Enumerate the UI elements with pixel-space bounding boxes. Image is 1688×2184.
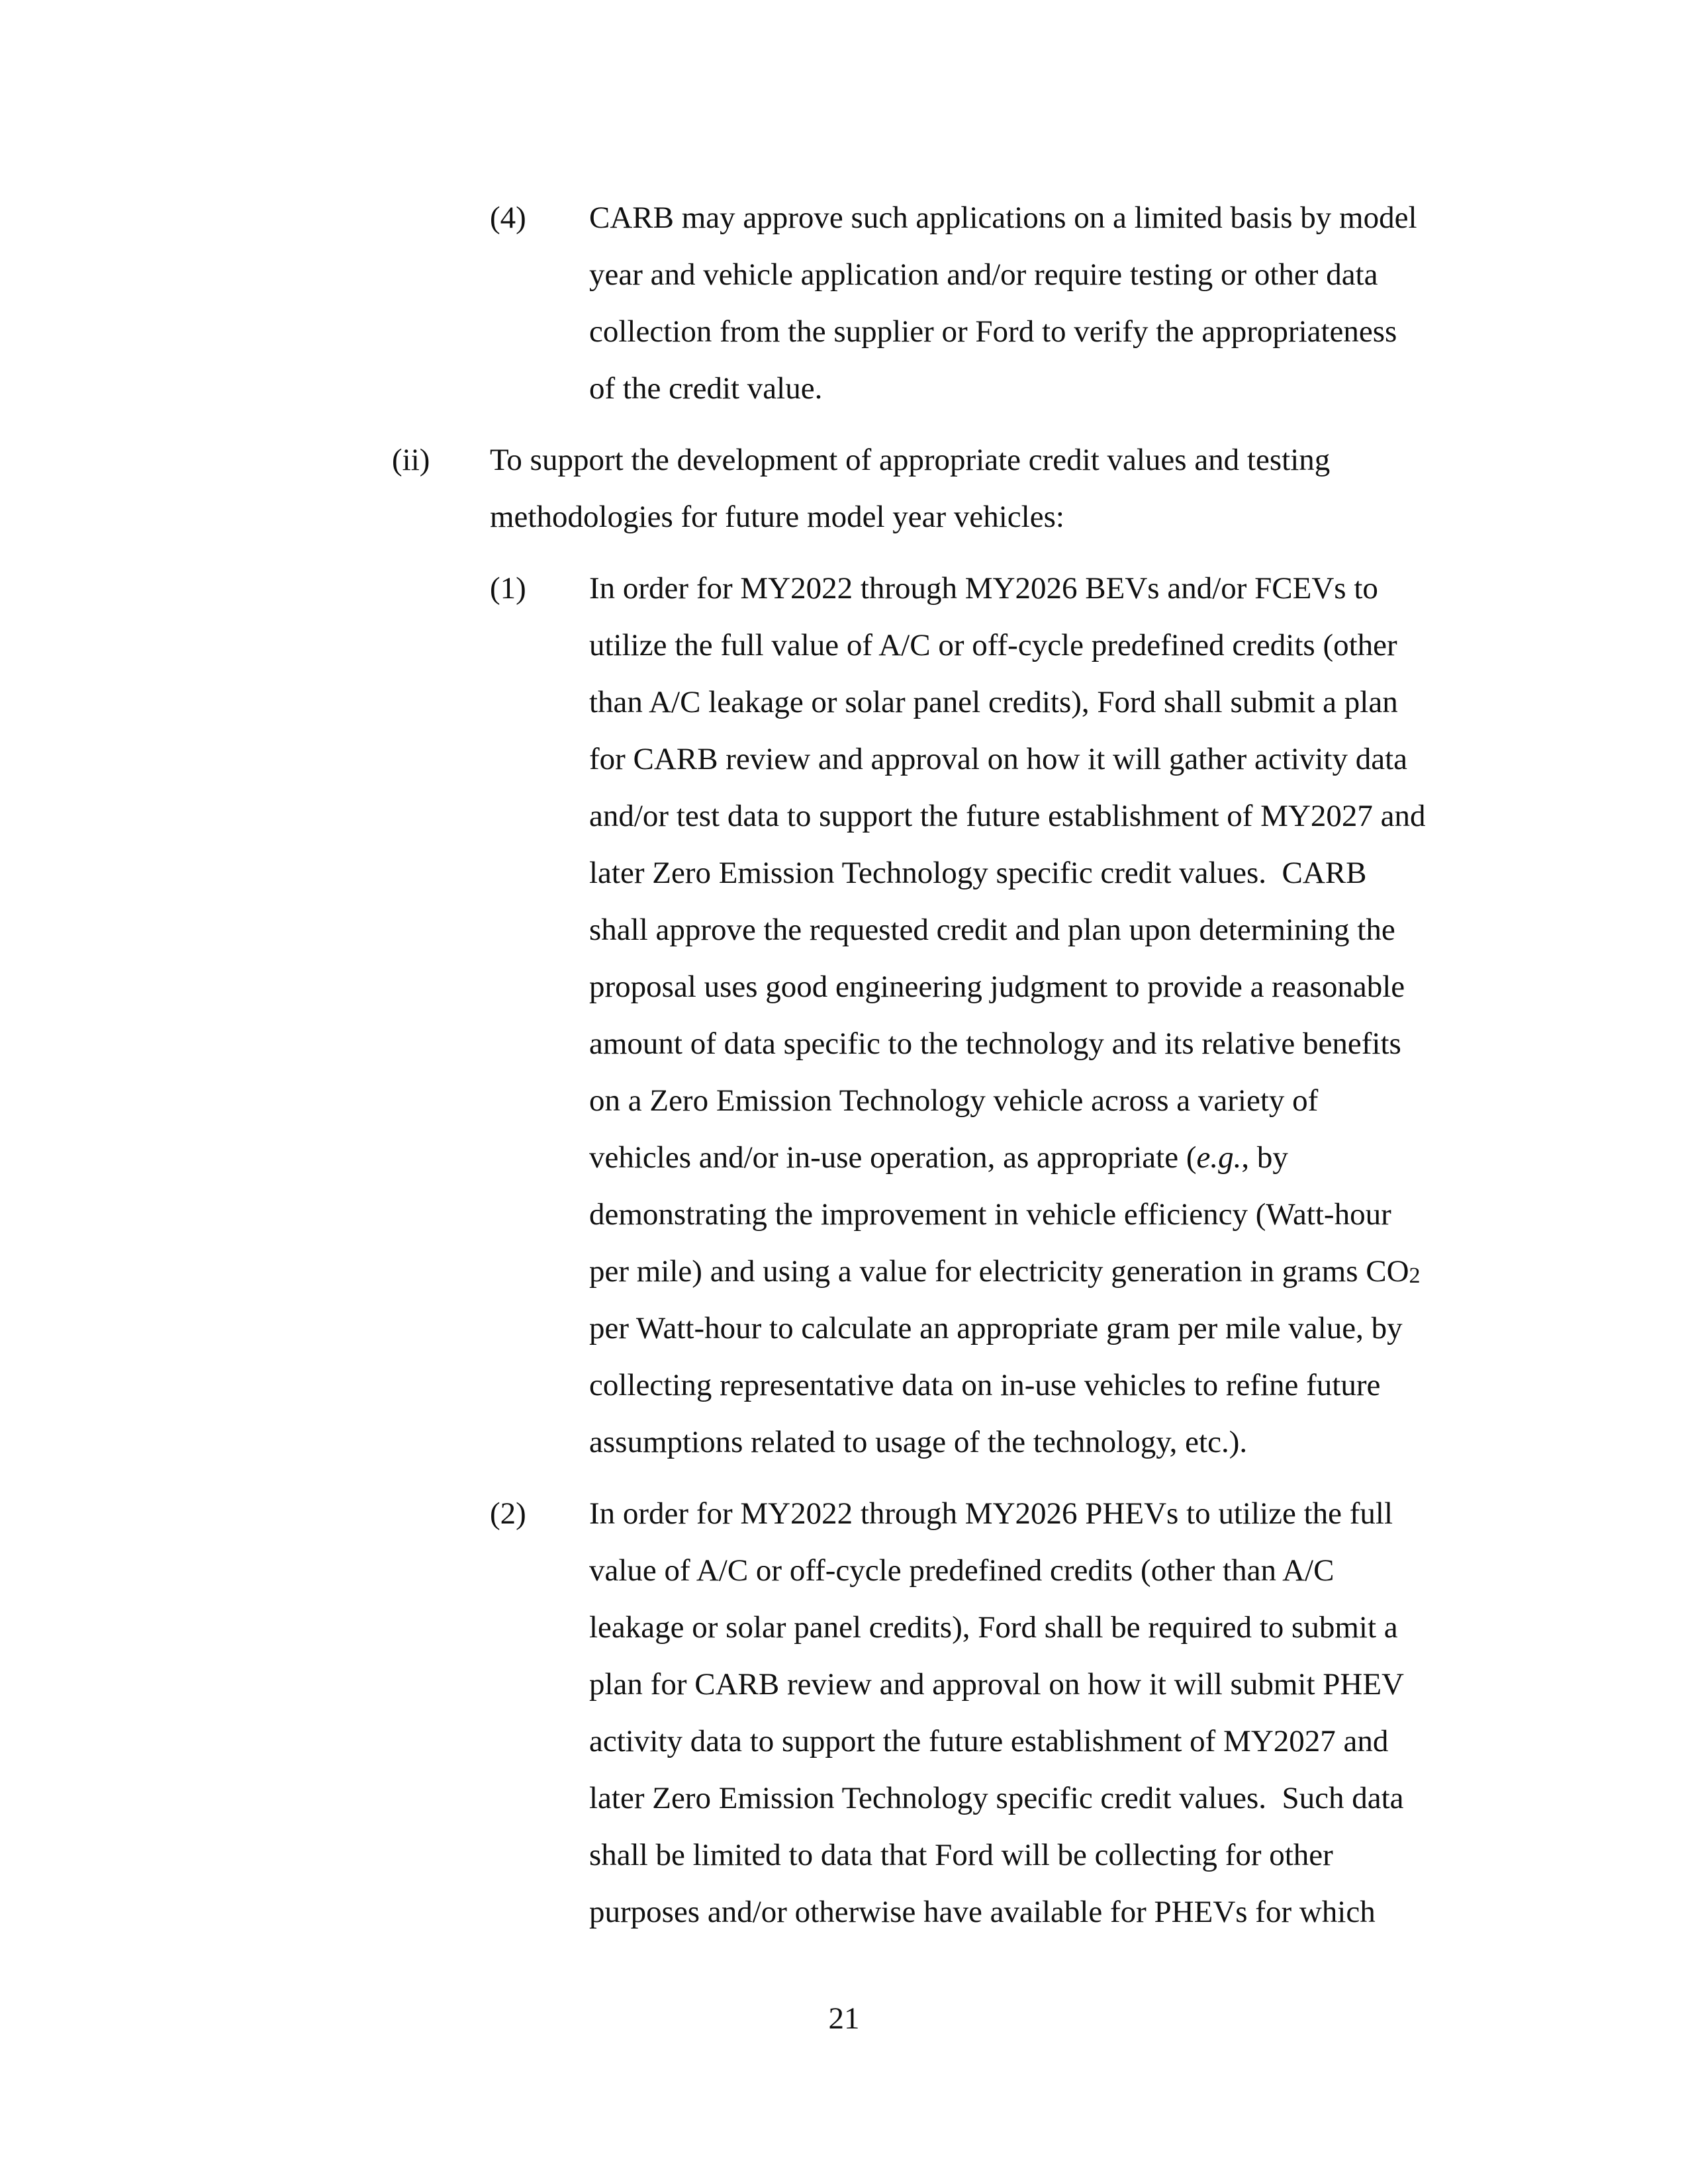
item-1-line-4: for CARB review and approval on how it will gather activity data <box>589 742 1408 776</box>
item-4-label: (4) <box>490 201 526 235</box>
co2-subscript: 2 <box>1409 1263 1421 1288</box>
item-ii-label: (ii) <box>392 443 430 477</box>
item-1-line-5: and/or test data to support the future establishment of MY2027 and <box>589 799 1426 833</box>
item-2-line-1: In order for MY2022 through MY2026 PHEVs to utilize the full <box>589 1496 1393 1531</box>
item-2-line-3: leakage or solar panel credits), Ford shall be required to submit a <box>589 1610 1398 1645</box>
item-1-line-10: on a Zero Emission Technology vehicle across a variety of <box>589 1083 1319 1118</box>
item-2-line-5: activity data to support the future establishment of MY2027 and <box>589 1724 1389 1758</box>
item-1-line-14: per Watt-hour to calculate an appropriate gram per mile value, by <box>589 1311 1403 1345</box>
item-1-label: (1) <box>490 571 526 606</box>
item-1-line-13 <box>589 1243 1421 1300</box>
item-2-label: (2) <box>490 1496 526 1531</box>
item-4-line-1: CARB may approve such applications on a limited basis by model <box>589 201 1417 235</box>
co2-line-text: per mile) and using a value for electricity generation in grams CO <box>589 1254 1409 1289</box>
eg-after-text: , by <box>1241 1140 1288 1175</box>
item-ii-line-1: To support the development of appropriate credit values and testing <box>490 443 1331 477</box>
page-number: 21 <box>828 2001 860 2036</box>
item-1-line-7: shall approve the requested credit and plan upon determining the <box>589 913 1395 947</box>
item-2-line-8: purposes and/or otherwise have available for PHEVs for which <box>589 1895 1376 1929</box>
item-1-line-11 <box>589 1129 1288 1186</box>
item-1-line-9: amount of data specific to the technology and its relative benefits <box>589 1026 1401 1061</box>
item-1-line-12: demonstrating the improvement in vehicle efficiency (Watt-hour <box>589 1197 1391 1232</box>
eg-italic-text: e.g. <box>1196 1140 1242 1175</box>
item-1-line-8: proposal uses good engineering judgment to provide a reasonable <box>589 970 1405 1004</box>
item-1-line-2: utilize the full value of A/C or off-cycle predefined credits (other <box>589 628 1397 662</box>
item-2-line-4: plan for CARB review and approval on how it will submit PHEV <box>589 1667 1404 1702</box>
item-2-line-2: value of A/C or off-cycle predefined credits (other than A/C <box>589 1553 1335 1588</box>
item-1-line-3: than A/C leakage or solar panel credits), Ford shall submit a plan <box>589 685 1398 719</box>
item-2-line-7: shall be limited to data that Ford will be collecting for other <box>589 1838 1333 1872</box>
item-1-line-6: later Zero Emission Technology specific credit values. CARB <box>589 856 1367 890</box>
eg-before-text: vehicles and/or in-use operation, as appropriate ( <box>589 1140 1197 1175</box>
item-1-line-16: assumptions related to usage of the technology, etc.). <box>589 1425 1248 1459</box>
item-1-line-15: collecting representative data on in-use vehicles to refine future <box>589 1368 1381 1402</box>
item-4-line-2: year and vehicle application and/or require testing or other data <box>589 257 1378 292</box>
item-ii-line-2: methodologies for future model year vehicles: <box>490 500 1064 534</box>
item-4-line-4: of the credit value. <box>589 371 823 406</box>
item-1-line-1: In order for MY2022 through MY2026 BEVs and/or FCEVs to <box>589 571 1378 606</box>
item-4-line-3: collection from the supplier or Ford to verify the appropriateness <box>589 314 1397 349</box>
item-2-line-6: later Zero Emission Technology specific credit values. Such data <box>589 1781 1404 1815</box>
